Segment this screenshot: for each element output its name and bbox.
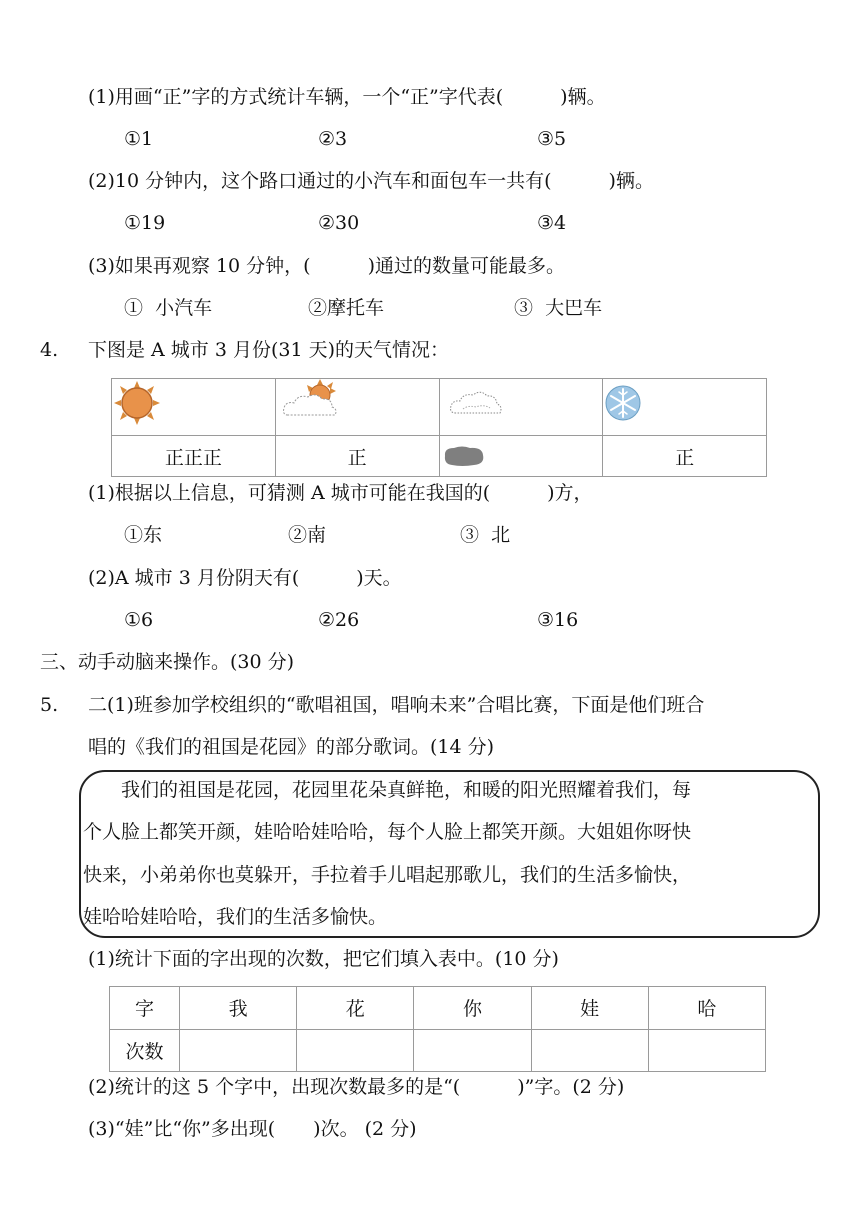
q4-sub1-option-1[interactable]: ①东 (124, 524, 163, 546)
q4-sub2-option-2[interactable]: ②26 (318, 609, 360, 631)
snow-icon (603, 383, 643, 423)
count-table-row-head-count: 次数 (110, 1029, 180, 1072)
q3-sub2-option-1[interactable]: ①19 (124, 212, 166, 234)
weather-cell-sunny (112, 379, 276, 436)
partly-cloudy-icon (280, 379, 342, 423)
q3-sub1-option-2[interactable]: ②3 (318, 128, 348, 150)
tally-sunny: 正正正 (112, 436, 276, 477)
q5-number: 5. (40, 694, 59, 716)
q4-sub2-option-3[interactable]: ③16 (537, 609, 579, 631)
q4-sub2-text: (2)A 城市 3 月份阴天有( )天。 (88, 567, 402, 589)
q3-sub2-text: (2)10 分钟内，这个路口通过的小汽车和面包车一共有( )辆。 (88, 170, 654, 192)
smudge-mark (442, 444, 486, 468)
q5-sub1-text: (1)统计下面的字出现的次数，把它们填入表中。(10 分) (88, 948, 559, 970)
count-table-char-hua: 花 (297, 987, 414, 1030)
lyrics-line-1: 我们的祖国是花园，花园里花朵真鲜艳，和暖的阳光照耀着我们，每 (83, 779, 692, 801)
q3-sub1-option-1[interactable]: ①1 (124, 128, 154, 150)
lyrics-line-3: 快来，小弟弟你也莫躲开，手拉着手儿唱起那歌儿，我们的生活多愉快， (83, 864, 692, 886)
count-table (109, 986, 766, 1072)
count-table-row-head-char: 字 (110, 987, 180, 1030)
weather-table (111, 378, 767, 477)
q4-sub2-option-1[interactable]: ①6 (124, 609, 154, 631)
count-cell-ha[interactable] (648, 1029, 765, 1072)
q3-sub3-option-1[interactable]: ① 小汽车 (124, 297, 213, 319)
q3-sub2-option-2[interactable]: ②30 (318, 212, 360, 234)
q5-sub3-text: (3)“娃”比“你”多出现( )次。 (2 分) (88, 1118, 417, 1140)
cloudy-icon (446, 379, 508, 423)
q4-stem: 下图是 A 城市 3 月份(31 天)的天气情况： (88, 339, 450, 361)
weather-cell-partly-cloudy (275, 379, 439, 436)
count-table-char-ni: 你 (414, 987, 531, 1030)
lyrics-line-4: 娃哈哈娃哈哈，我们的生活多愉快。 (83, 906, 388, 928)
q3-sub3-text: (3)如果再观察 10 分钟，( )通过的数量可能最多。 (88, 255, 565, 277)
sunny-icon (114, 381, 160, 425)
q3-sub1-text: (1)用画“正”字的方式统计车辆，一个“正”字代表( )辆。 (88, 86, 606, 108)
q5-stem-line-1: 二(1)班参加学校组织的“歌唱祖国，唱响未来”合唱比赛，下面是他们班合 (88, 694, 705, 716)
count-cell-hua[interactable] (297, 1029, 414, 1072)
lyrics-line-2: 个人脸上都笑开颜，娃哈哈娃哈哈，每个人脸上都笑开颜。大姐姐你呀快 (83, 821, 692, 843)
q4-sub1-option-3[interactable]: ③ 北 (460, 524, 511, 546)
q4-sub1-text: (1)根据以上信息，可猜测 A 城市可能在我国的( )方， (88, 482, 593, 504)
q3-sub1-option-3[interactable]: ③5 (537, 128, 567, 150)
count-table-char-wo: 我 (180, 987, 297, 1030)
q4-number: 4. (40, 339, 59, 361)
tally-partly-cloudy: 正 (275, 436, 439, 477)
tally-cloudy (439, 436, 603, 477)
q3-sub2-option-3[interactable]: ③4 (537, 212, 567, 234)
q3-sub3-option-3[interactable]: ③ 大巴车 (514, 297, 603, 319)
weather-cell-cloudy (439, 379, 603, 436)
count-cell-wa[interactable] (531, 1029, 648, 1072)
q5-stem-line-2: 唱的《我们的祖国是花园》的部分歌词。(14 分) (88, 736, 495, 758)
q4-sub1-option-2[interactable]: ②南 (288, 524, 327, 546)
count-table-char-ha: 哈 (648, 987, 765, 1030)
q3-sub3-option-2[interactable]: ②摩托车 (308, 297, 385, 319)
weather-cell-snow (603, 379, 767, 436)
tally-snow: 正 (603, 436, 767, 477)
count-table-char-wa: 娃 (531, 987, 648, 1030)
count-cell-ni[interactable] (414, 1029, 531, 1072)
count-cell-wo[interactable] (180, 1029, 297, 1072)
section-3-title: 三、动手动脑来操作。(30 分) (40, 651, 295, 673)
q5-sub2-text: (2)统计的这 5 个字中，出现次数最多的是“( )”字。(2 分) (88, 1076, 625, 1098)
